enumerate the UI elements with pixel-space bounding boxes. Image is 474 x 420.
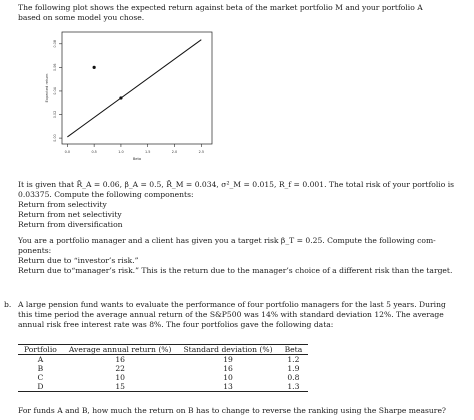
intro-line-2: based on some model you chose. xyxy=(18,13,145,22)
y-tick-label: 0.02 xyxy=(53,110,57,119)
table-row xyxy=(18,355,308,365)
manager-item-manager-risk: Return due to“manager’s risk.” This is the return due to the manager’s choice of a different risk than the target. xyxy=(18,266,453,275)
question-text: For funds A and B, how much the return on B has to change to reverse the ranking using the Sharpe measure? xyxy=(18,406,447,415)
table-cell: D xyxy=(18,382,63,392)
table-cell: 10 xyxy=(223,373,233,382)
table-cell: 13 xyxy=(177,382,278,392)
header-avg-return: Average annual return (%) xyxy=(63,345,178,355)
part-b-line-1: A large pension fund wants to evaluate the performance of four portfolio managers for the last 5 years. During xyxy=(18,300,446,309)
header-beta: Beta xyxy=(279,345,309,355)
table-cell: 1.9 xyxy=(287,364,300,373)
manager-item-investor-risk: Return due to “investor’s risk.” xyxy=(18,256,139,265)
x-tick-label: 1.0 xyxy=(118,150,124,154)
part-b-line-3: annual risk free interest rate was 8%. The four portfolios gave the following data: xyxy=(18,320,334,329)
table-cell: 15 xyxy=(63,382,178,392)
table-cell: 16 xyxy=(115,355,126,364)
y-tick-label: 0.06 xyxy=(53,63,57,72)
manager-line-1: You are a portfolio manager and a client has given you a target risk β_T = 0.25. Compute the following com- xyxy=(18,236,436,245)
sml-line xyxy=(67,40,201,137)
intro-line-1: The following plot shows the expected return against beta of the market portfolio M and your portfolio A xyxy=(18,3,423,12)
table-row xyxy=(18,373,308,382)
table-cell: 1.2 xyxy=(287,355,300,364)
table-cell: 10 xyxy=(115,373,126,382)
x-tick-label: 2.0 xyxy=(171,150,178,154)
x-tick-label: 0.5 xyxy=(91,150,97,154)
data-point xyxy=(119,96,122,99)
data-point xyxy=(93,66,96,69)
table-cell: 0.8 xyxy=(287,373,300,382)
table-header-row xyxy=(18,345,308,355)
given-line-2: 0.03375. Compute the following components: xyxy=(18,190,194,199)
table-cell: 19 xyxy=(223,355,233,364)
portfolio-table xyxy=(18,344,308,392)
table-cell: C xyxy=(37,373,44,382)
y-tick-label: 0.04 xyxy=(53,87,57,95)
table-cell: 22 xyxy=(115,364,126,373)
given-item-net-selectivity: Return from net selectivity xyxy=(18,210,122,219)
x-tick-label: 0.0 xyxy=(64,150,71,154)
table-row xyxy=(18,382,308,392)
y-tick-label: 0.08 xyxy=(53,40,57,48)
given-item-selectivity: Return from selectivity xyxy=(18,200,107,209)
y-axis-label: Expected return xyxy=(45,73,49,103)
sml-chart xyxy=(40,26,220,166)
y-tick-label: 0.00 xyxy=(53,134,57,142)
table-row xyxy=(18,364,308,373)
part-b-line-2: this time period the average annual return of the S&P500 was 14% with standard deviation 12%. The average xyxy=(18,310,444,319)
header-std-dev: Standard deviation (%) xyxy=(177,345,278,355)
header-portfolio: Portfolio xyxy=(18,345,63,355)
x-tick-label: 1.5 xyxy=(145,150,151,154)
given-line-1: It is given that R̄_A = 0.06, β_A = 0.5, R̄_M = 0.034, σ²_M = 0.015, R_f = 0.001. The total risk of your portfolio is xyxy=(18,180,455,189)
table-cell: 16 xyxy=(223,364,233,373)
table-cell: 1.3 xyxy=(279,382,309,392)
x-axis-label: Beta xyxy=(132,157,142,161)
table-cell: A xyxy=(37,355,44,364)
table-cell: B xyxy=(37,364,44,373)
part-b-label: b. xyxy=(4,300,12,309)
x-tick-label: 2.5 xyxy=(198,150,204,154)
manager-line-2: ponents: xyxy=(18,246,52,255)
given-item-diversification: Return from diversification xyxy=(18,220,123,229)
